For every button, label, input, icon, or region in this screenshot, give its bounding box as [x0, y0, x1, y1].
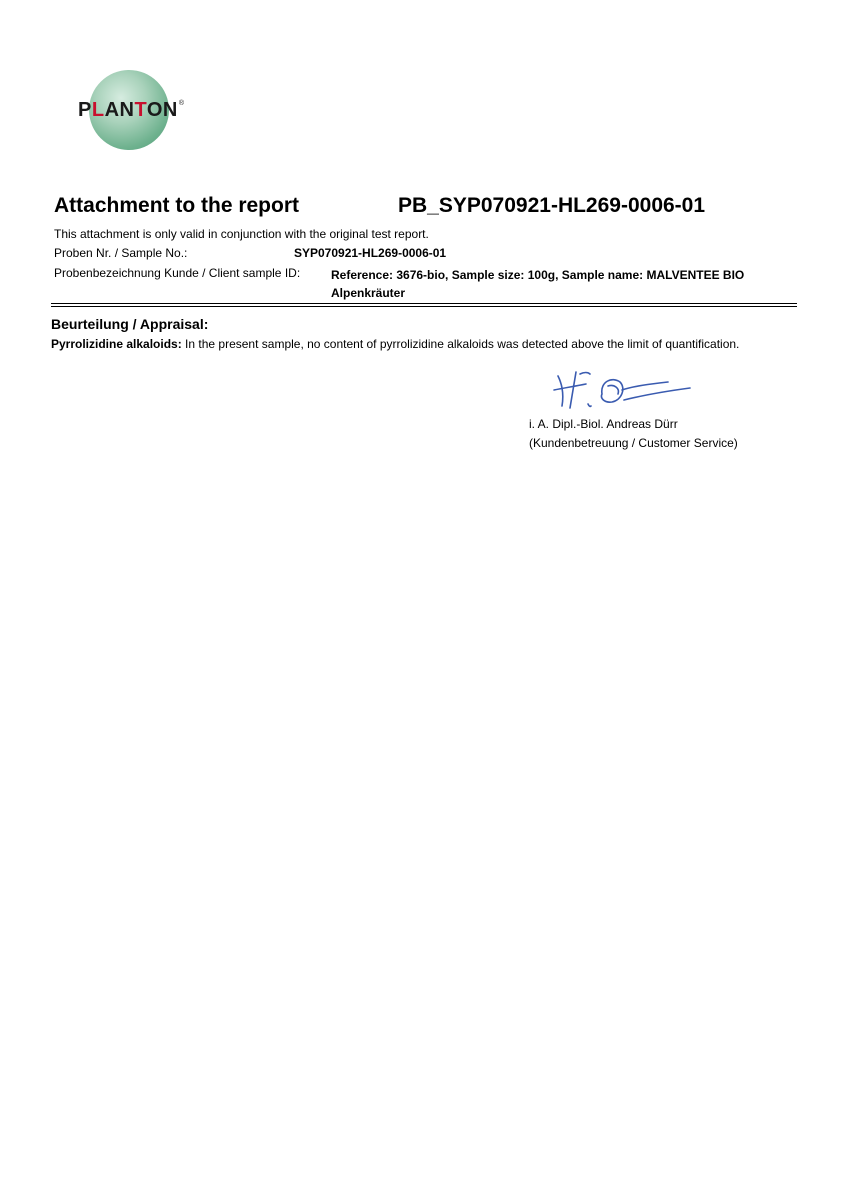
section-divider — [51, 303, 797, 307]
appraisal-statement — [51, 337, 739, 351]
report-number: PB_SYP070921-HL269-0006-01 — [398, 194, 706, 217]
client-id-value — [331, 266, 744, 302]
signer-name: i. A. Dipl.-Biol. Andreas Dürr — [529, 417, 678, 431]
appraisal-heading: Beurteilung / Appraisal: — [51, 316, 209, 332]
handwritten-signature — [550, 366, 700, 412]
sample-no-label: Proben Nr. / Sample No.: — [54, 246, 188, 260]
validity-note: This attachment is only valid in conjunction with the original test report. — [54, 227, 429, 241]
logo-wordmark: PLANTON® — [78, 99, 185, 121]
planton-logo — [74, 68, 204, 152]
page-title: Attachment to the report — [54, 194, 300, 217]
appraisal-result: In the present sample, no content of pyrrolizidine alkaloids was detected above the limit of quantification. — [181, 337, 740, 351]
signer-role: (Kundenbetreuung / Customer Service) — [529, 436, 738, 450]
client-id-line-1: Reference: 3676-bio, Sample size: 100g, Sample name: MALVENTEE BIO — [331, 268, 745, 282]
sample-no-value: SYP070921-HL269-0006-01 — [294, 246, 447, 260]
appraisal-label: Pyrrolizidine alkaloids: — [51, 337, 182, 351]
client-id-label: Probenbezeichnung Kunde / Client sample ID: — [54, 266, 301, 280]
client-id-line-2: Alpenkräuter — [331, 286, 406, 300]
